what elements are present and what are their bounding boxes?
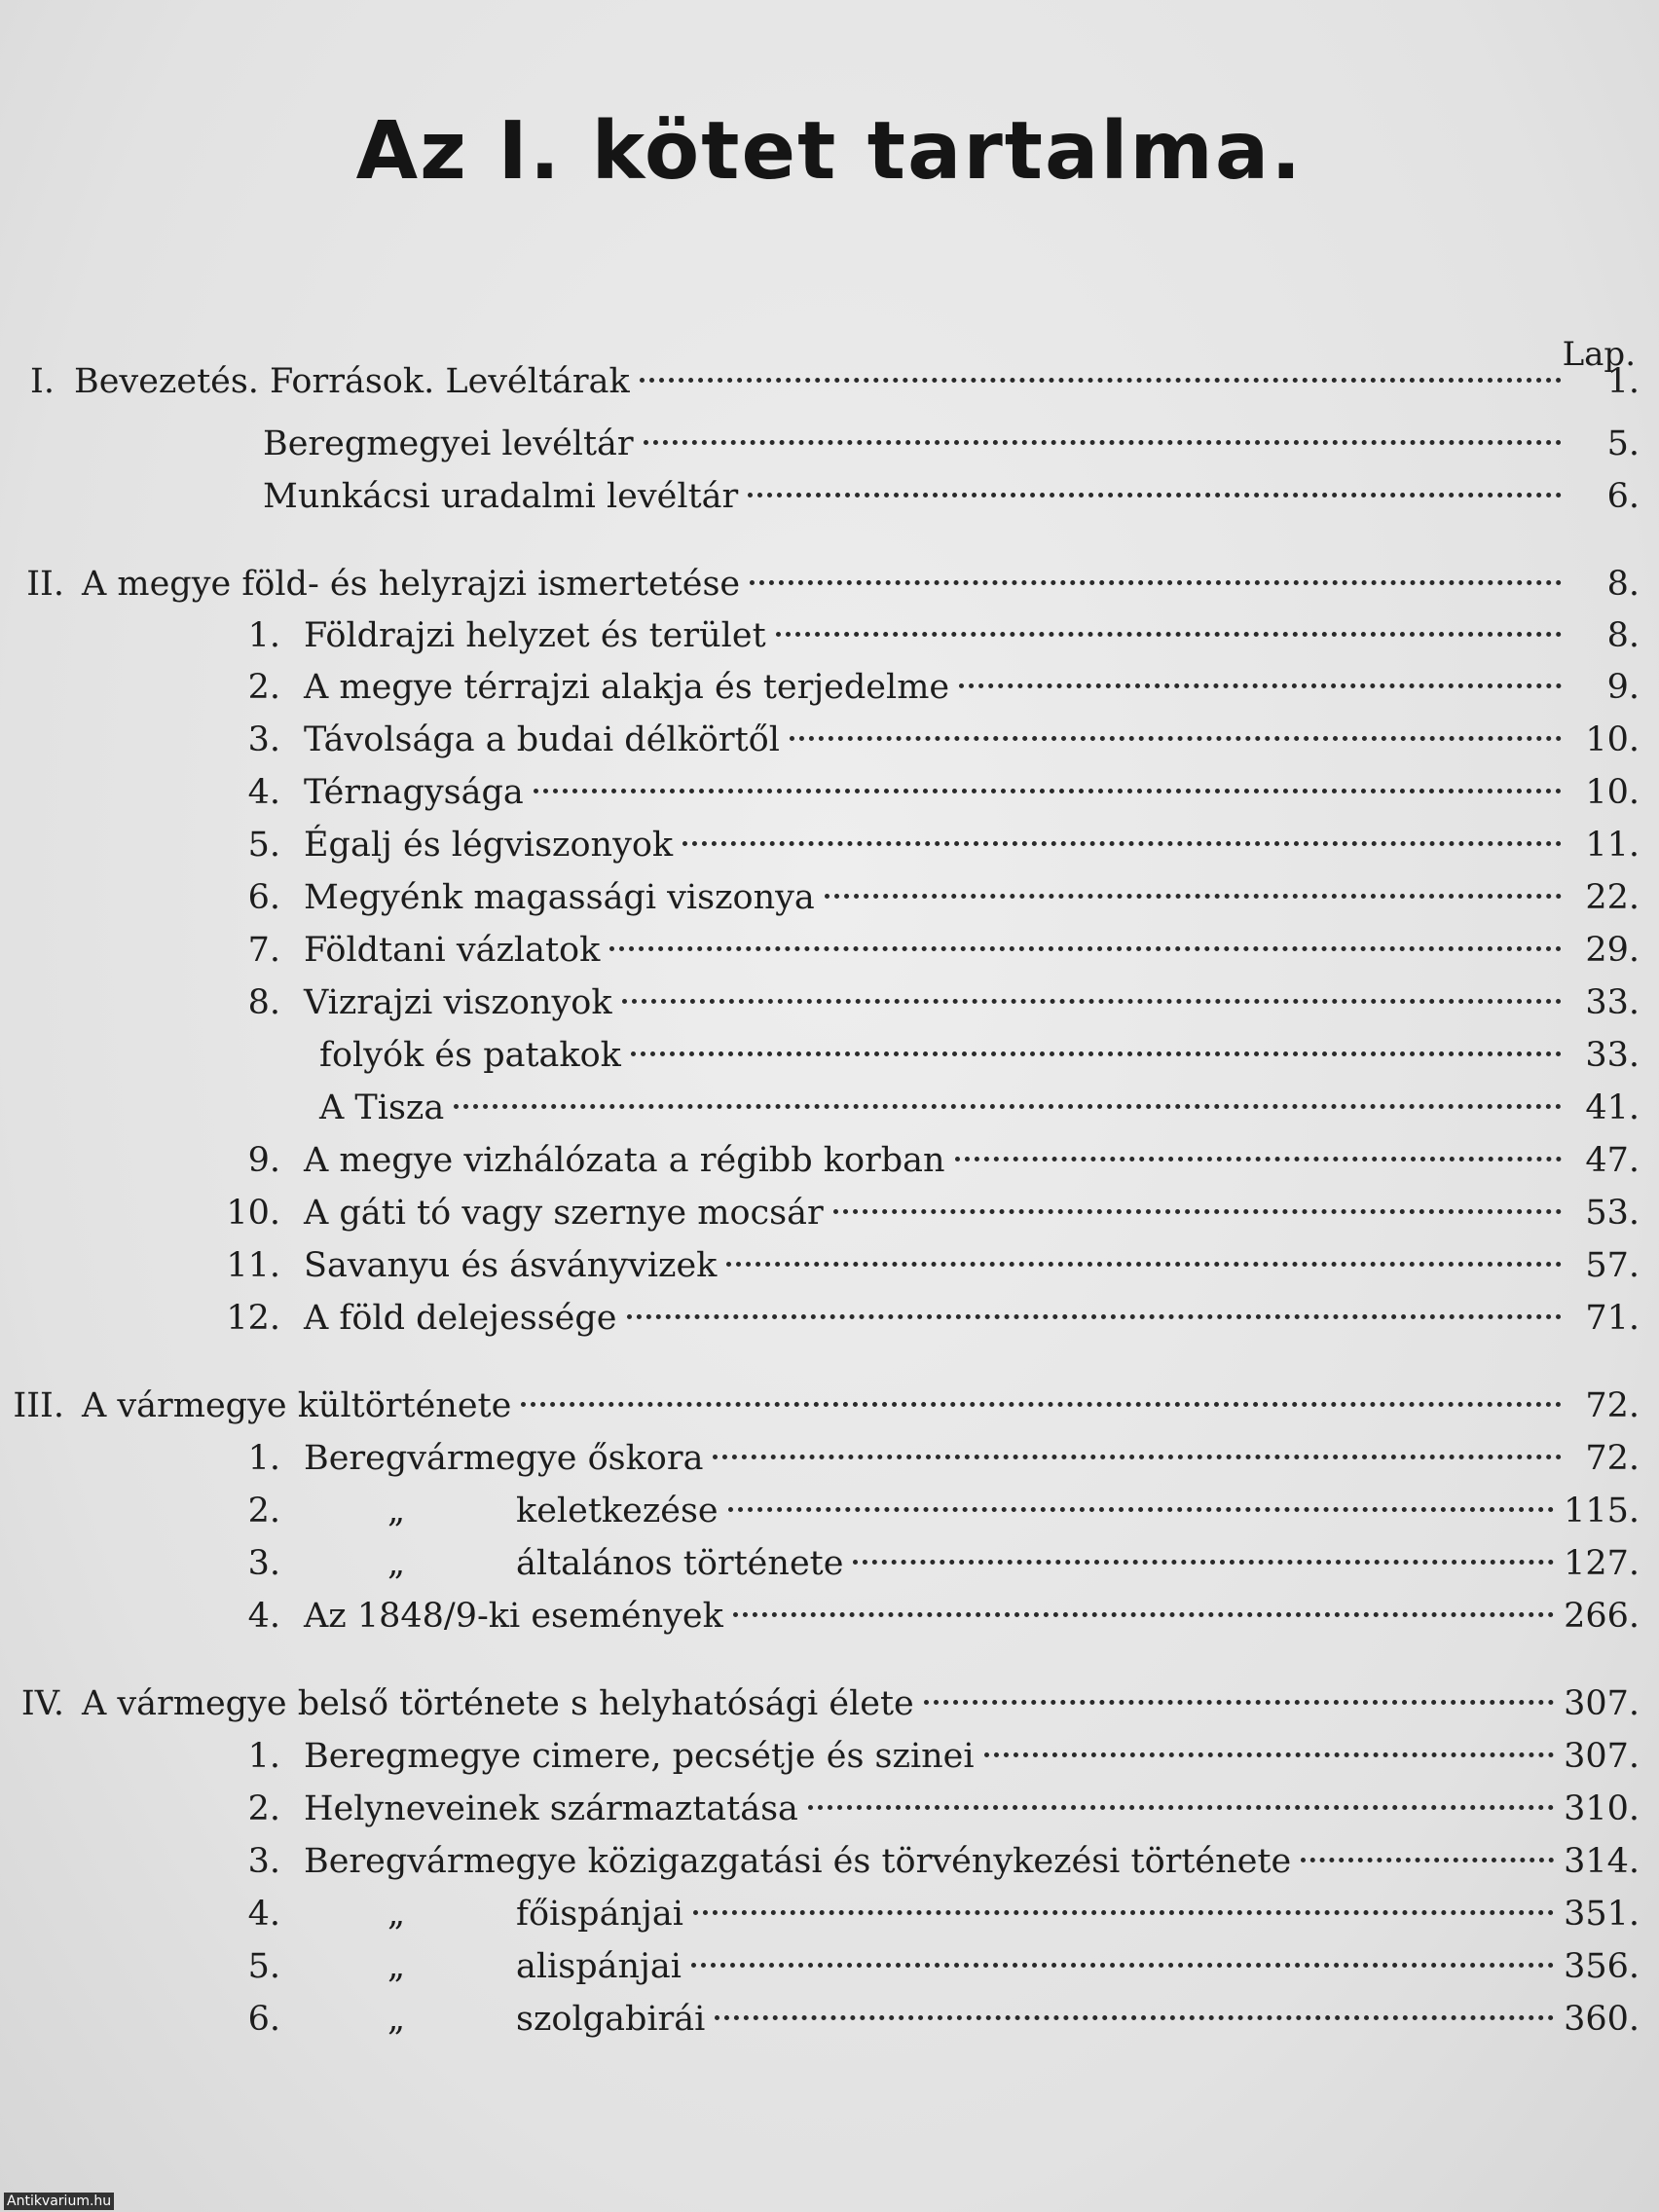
toc-entry-page: 360. (1564, 2000, 1640, 2039)
toc-entry-page: 10. (1585, 773, 1640, 812)
toc-entry-number: 1. (247, 1439, 280, 1478)
leader-dots (682, 841, 1562, 846)
leader-dots (853, 1560, 1554, 1565)
toc-entry (222, 1299, 1640, 1346)
leader-dots (454, 1104, 1562, 1109)
toc-entry-title: szolgabirái (516, 2000, 706, 2039)
toc-entry-number: 5. (247, 1947, 280, 1986)
toc-entry-title: A föld delejessége (304, 1299, 617, 1338)
toc-entry-title: A gáti tó vagy szernye mocsár (304, 1194, 824, 1233)
toc-entry-number: IV. (20, 1684, 64, 1723)
toc-entry-page: 127. (1564, 1544, 1640, 1583)
leader-dots (726, 1262, 1562, 1267)
toc-entry-title: keletkezése (516, 1492, 719, 1530)
leader-dots (748, 493, 1562, 498)
toc-entry-number: 9. (247, 1141, 280, 1180)
leader-dots (924, 1700, 1554, 1705)
toc-entry-number: 1. (247, 616, 280, 655)
toc-entry (222, 1737, 1640, 1784)
toc-entry-title: Beregmegye cimere, pecsétje és szinei (304, 1737, 975, 1776)
toc-entry-number: 7. (247, 931, 280, 970)
toc-entry-title: A vármegye belső története s helyhatósági élete (82, 1684, 914, 1723)
toc-entry-title: Megyénk magassági viszonya (304, 878, 815, 917)
toc-entry-page: 1. (1606, 362, 1640, 401)
leader-dots (733, 1612, 1554, 1617)
toc-entry-number: 3. (247, 1544, 280, 1583)
toc-entry (222, 1246, 1640, 1293)
toc-entry-page: 22. (1585, 878, 1640, 917)
toc-entry-title: Helyneveinek származtatása (304, 1789, 798, 1828)
leader-dots (609, 946, 1562, 951)
toc-entry-page: 29. (1585, 931, 1640, 970)
toc-entry (251, 424, 1640, 471)
toc-entry (222, 773, 1640, 820)
toc-entry-page: 6. (1606, 477, 1640, 516)
toc-entry-page: 47. (1585, 1141, 1640, 1180)
page-title: Az I. kötet tartalma. (355, 105, 1304, 198)
watermark: Antikvarium.hu (4, 2193, 114, 2210)
toc-entry-title: A megye vizhálózata a régibb korban (304, 1141, 945, 1180)
toc-entry-title: A megye föld- és helyrajzi ismertetése (82, 565, 741, 604)
toc-entry-title: Térnagysága (304, 773, 524, 812)
toc-entry (222, 720, 1640, 767)
ditto-mark: „ (387, 1895, 406, 1934)
ditto-mark: „ (387, 1492, 406, 1530)
toc-entry-title: Vizrajzi viszonyok (304, 983, 612, 1022)
toc-entry-page: 71. (1585, 1299, 1640, 1338)
toc-entry-title: A vármegye kültörténete (82, 1386, 512, 1425)
toc-entry-number: II. (26, 565, 64, 604)
toc-entry-number: 5. (247, 826, 280, 865)
toc-entry-page: 53. (1585, 1194, 1640, 1233)
leader-dots (534, 789, 1562, 793)
toc-entry-number: 10. (226, 1194, 280, 1233)
leader-dots (750, 580, 1562, 585)
toc-entry (222, 1141, 1640, 1188)
toc-entry-title: folyók és patakok (319, 1036, 621, 1075)
ditto-mark: „ (387, 1947, 406, 1986)
toc-entry-page: 8. (1606, 616, 1640, 655)
toc-entry-page: 33. (1585, 1036, 1640, 1075)
toc-entry-title: Munkácsi uradalmi levéltár (263, 477, 739, 516)
toc-entry (222, 878, 1640, 925)
toc-entry-page: 307. (1564, 1737, 1640, 1776)
toc-entry-page: 310. (1564, 1789, 1640, 1828)
leader-dots (691, 1963, 1554, 1968)
toc-entry-page: 351. (1564, 1895, 1640, 1934)
toc-entry-title: Égalj és légviszonyok (304, 826, 674, 865)
toc-entry-page: 307. (1564, 1684, 1640, 1723)
ditto-mark: „ (387, 2000, 406, 2039)
toc-entry-number: 2. (247, 668, 280, 707)
toc-entry-number: 4. (247, 1895, 280, 1934)
toc-entry-title: Savanyu és ásványvizek (304, 1246, 718, 1285)
toc-entry-number: III. (13, 1386, 64, 1425)
toc-entry-number: 2. (247, 1492, 280, 1530)
toc-entry-page: 11. (1585, 826, 1640, 865)
toc-entry-number: 3. (247, 1842, 280, 1881)
leader-dots (984, 1752, 1554, 1757)
toc-entry (222, 1947, 1640, 1994)
toc-entry (222, 1842, 1640, 1889)
toc-entry-title: Beregvármegye közigazgatási és törvénykezési története (304, 1842, 1292, 1881)
toc-entry (308, 1088, 1640, 1135)
toc-entry (222, 1544, 1640, 1591)
toc-entry-title: Beregmegyei levéltár (263, 424, 634, 463)
leader-dots (644, 440, 1562, 445)
toc-entry-number: 6. (247, 878, 280, 917)
toc-entry-number: 11. (226, 1246, 280, 1285)
toc-entry (222, 616, 1640, 663)
leader-dots (640, 378, 1562, 383)
toc-entry-number: 4. (247, 773, 280, 812)
toc-entry (0, 1036, 1640, 1083)
leader-dots (627, 1314, 1563, 1319)
leader-dots (693, 1910, 1554, 1915)
toc-entry-title: Az 1848/9-ki események (304, 1597, 723, 1636)
toc-entry-title: Földrajzi helyzet és terület (304, 616, 766, 655)
leader-dots (808, 1805, 1554, 1810)
toc-entry (6, 1386, 1640, 1433)
toc-entry-page: 72. (1585, 1439, 1640, 1478)
toc-entry (222, 826, 1640, 872)
toc-entry (222, 1789, 1640, 1836)
toc-entry-page: 33. (1585, 983, 1640, 1022)
toc-entry (6, 1684, 1640, 1731)
toc-entry-page: 9. (1606, 668, 1640, 707)
toc-entry-page: 314. (1564, 1842, 1640, 1881)
toc-entry-title: Távolsága a budai délkörtől (304, 720, 780, 759)
page-column-header: Lap. (1562, 335, 1636, 374)
toc-entry-number: I. (30, 362, 55, 401)
leader-dots (1301, 1858, 1554, 1862)
toc-entry-number: 6. (247, 2000, 280, 2039)
toc-entry-page: 8. (1606, 565, 1640, 604)
toc-entry-number: 4. (247, 1597, 280, 1636)
ditto-mark: „ (387, 1544, 406, 1583)
toc-entry-title: A Tisza (319, 1088, 445, 1127)
toc-entry-number: 2. (247, 1789, 280, 1828)
leader-dots (825, 894, 1562, 899)
toc-entry-title: főispánjai (516, 1895, 683, 1934)
toc-entry (0, 362, 1640, 409)
toc-entry-number: 12. (226, 1299, 280, 1338)
leader-dots (955, 1157, 1562, 1161)
toc-entry-page: 72. (1585, 1386, 1640, 1425)
toc-entry (222, 1895, 1640, 1941)
toc-entry-title: Bevezetés. Források. Levéltárak (74, 362, 630, 401)
toc-entry-page: 356. (1564, 1947, 1640, 1986)
toc-entry (222, 1492, 1640, 1538)
leader-dots (790, 736, 1562, 741)
toc-entry (222, 668, 1640, 715)
toc-entry (222, 1194, 1640, 1240)
toc-entry-page: 41. (1585, 1088, 1640, 1127)
leader-dots (776, 632, 1562, 637)
toc-entry-title: Beregvármegye őskora (304, 1439, 704, 1478)
toc-entry-number: 1. (247, 1737, 280, 1776)
toc-entry (222, 931, 1640, 977)
leader-dots (728, 1507, 1554, 1512)
toc-entry (6, 565, 1640, 611)
toc-entry (222, 1439, 1640, 1486)
leader-dots (713, 1455, 1562, 1459)
toc-entry-title: Földtani vázlatok (304, 931, 601, 970)
toc-entry-title: A megye térrajzi alakja és terjedelme (304, 668, 950, 707)
leader-dots (959, 683, 1562, 688)
toc-entry-page: 115. (1564, 1492, 1640, 1530)
leader-dots (715, 2015, 1554, 2020)
toc-entry-page: 57. (1585, 1246, 1640, 1285)
toc-entry-page: 5. (1606, 424, 1640, 463)
toc-entry-title: általános története (516, 1544, 844, 1583)
toc-entry-number: 8. (247, 983, 280, 1022)
leader-dots (622, 999, 1562, 1004)
leader-dots (521, 1402, 1562, 1407)
toc-entry-title: alispánjai (516, 1947, 682, 1986)
toc-entry (222, 983, 1640, 1030)
toc-entry (251, 477, 1640, 524)
toc-entry-number: 3. (247, 720, 280, 759)
toc-entry (222, 2000, 1640, 2046)
leader-dots (631, 1051, 1562, 1056)
leader-dots (833, 1209, 1562, 1214)
toc-entry-page: 266. (1564, 1597, 1640, 1636)
toc-entry-page: 10. (1585, 720, 1640, 759)
toc-entry (222, 1597, 1640, 1643)
